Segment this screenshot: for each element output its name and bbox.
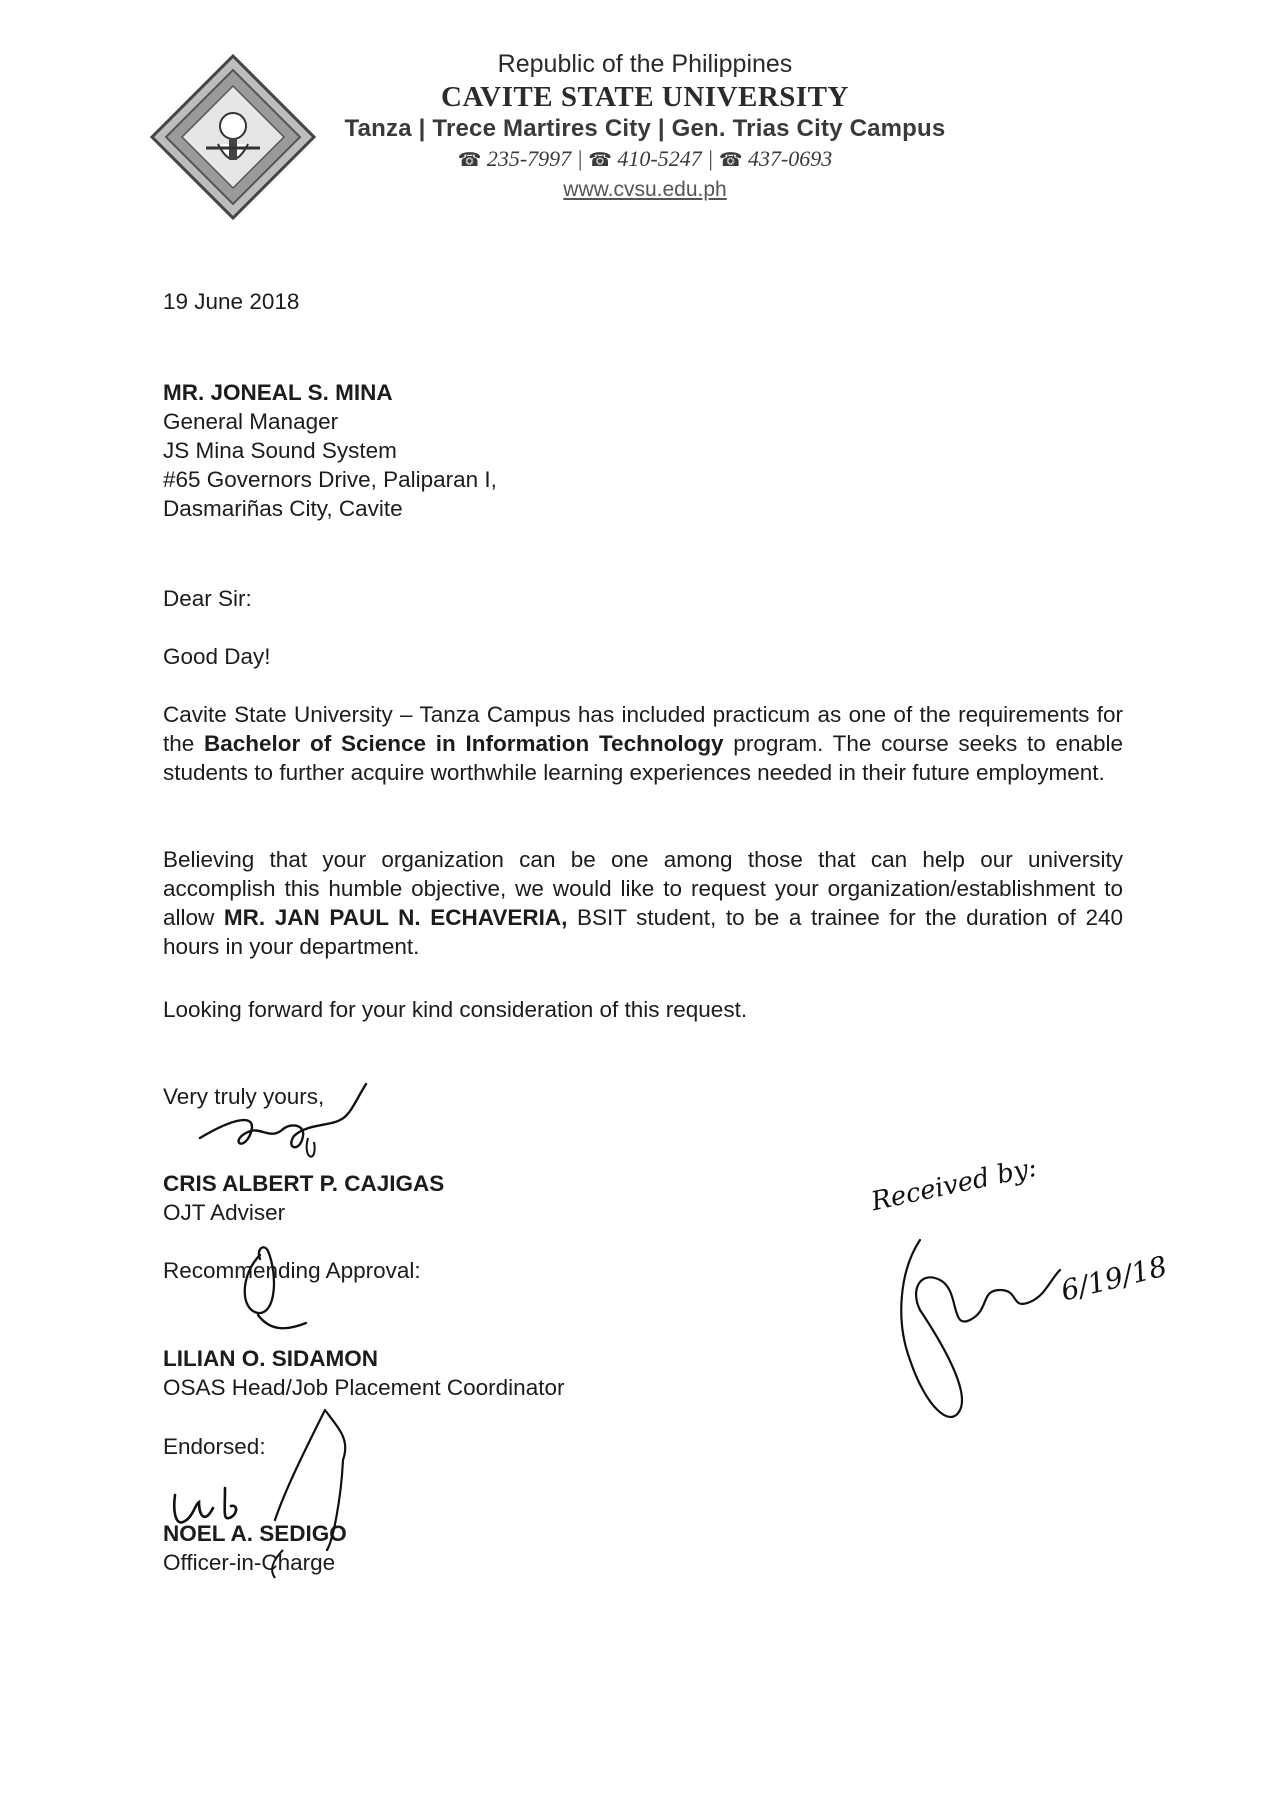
- paragraph-2-text: Believing that your organization can be one among those that can help our university accomplish this humble objective, we would like to request your organization/establishment to allow: [163, 847, 1123, 930]
- phone-number: 235-7997: [486, 146, 572, 171]
- recipient-name: MR. JONEAL S. MINA: [163, 380, 393, 405]
- signatory-name: LILIAN O. SIDAMON: [163, 1346, 378, 1371]
- website-link[interactable]: www.cvsu.edu.ph: [563, 178, 727, 201]
- paragraph-1: [163, 700, 1123, 787]
- received-by-note: Received by:: [868, 1152, 1040, 1218]
- recipient-address-line2: Dasmariñas City, Cavite: [163, 496, 403, 521]
- recommending-signature: [230, 1235, 330, 1335]
- phone-icon: ☎: [718, 150, 743, 171]
- receiver-signature: [880, 1210, 1140, 1440]
- closing: Very truly yours,: [163, 1084, 325, 1109]
- recipient-address-line1: #65 Governors Drive, Paliparan I,: [163, 467, 497, 492]
- recipient-title: General Manager: [163, 409, 339, 434]
- received-date: 6/19/18: [1057, 1249, 1171, 1308]
- endorsed-signature: [165, 1400, 365, 1600]
- letterhead: [300, 48, 990, 204]
- signatory-block: [163, 1344, 564, 1402]
- salutation: Dear Sir:: [163, 586, 252, 611]
- university-name: CAVITE STATE UNIVERSITY: [441, 81, 849, 113]
- student-name: MR. JAN PAUL N. ECHAVERIA,: [223, 905, 568, 930]
- signatory-position: OSAS Head/Job Placement Coordinator: [163, 1375, 565, 1400]
- paragraph-2: [163, 845, 1123, 961]
- greeting: Good Day!: [163, 644, 271, 669]
- recipient-block: [163, 378, 497, 523]
- phone-line: ☎ 235-7997 | ☎ 410-5247 | ☎ 437-0693: [457, 146, 833, 171]
- signatory-name: CRIS ALBERT P. CAJIGAS: [163, 1171, 445, 1196]
- signatory-position: Officer-in-Charge: [163, 1550, 336, 1575]
- recommending-label: Recommending Approval:: [163, 1258, 421, 1283]
- phone-icon: ☎: [457, 150, 482, 171]
- program-name: Bachelor of Science in Information Technology: [204, 731, 724, 756]
- paragraph-1-text-end: program. The course seeks to enable students to further acquire worthwhile learning experiences needed in their future employment.: [163, 731, 1124, 785]
- letter-date: 19 June 2018: [163, 289, 300, 314]
- university-seal-logo: [148, 52, 318, 222]
- phone-number: 437-0693: [747, 146, 833, 171]
- recipient-company: JS Mina Sound System: [163, 438, 397, 463]
- paragraph-3: Looking forward for your kind consideration of this request.: [163, 997, 748, 1022]
- paragraph-1-text: Cavite State University – Tanza Campus has included practicum as one of the requirements for the: [163, 702, 1123, 756]
- signatory-name: NOEL A. SEDIGO: [163, 1521, 347, 1546]
- phone-number: 410-5247: [617, 146, 702, 171]
- phone-icon: ☎: [588, 150, 612, 171]
- campus-line: Tanza | Trece Martires City | Gen. Trias City Campus: [344, 115, 946, 142]
- republic-line: Republic of the Philippines: [497, 50, 793, 78]
- adviser-signature: [190, 1080, 400, 1190]
- signatory-position: OJT Adviser: [163, 1200, 286, 1225]
- paragraph-2-text-end: BSIT student, to be a trainee for the duration of 240 hours in your department.: [163, 905, 1123, 959]
- endorsed-label: Endorsed:: [163, 1434, 266, 1459]
